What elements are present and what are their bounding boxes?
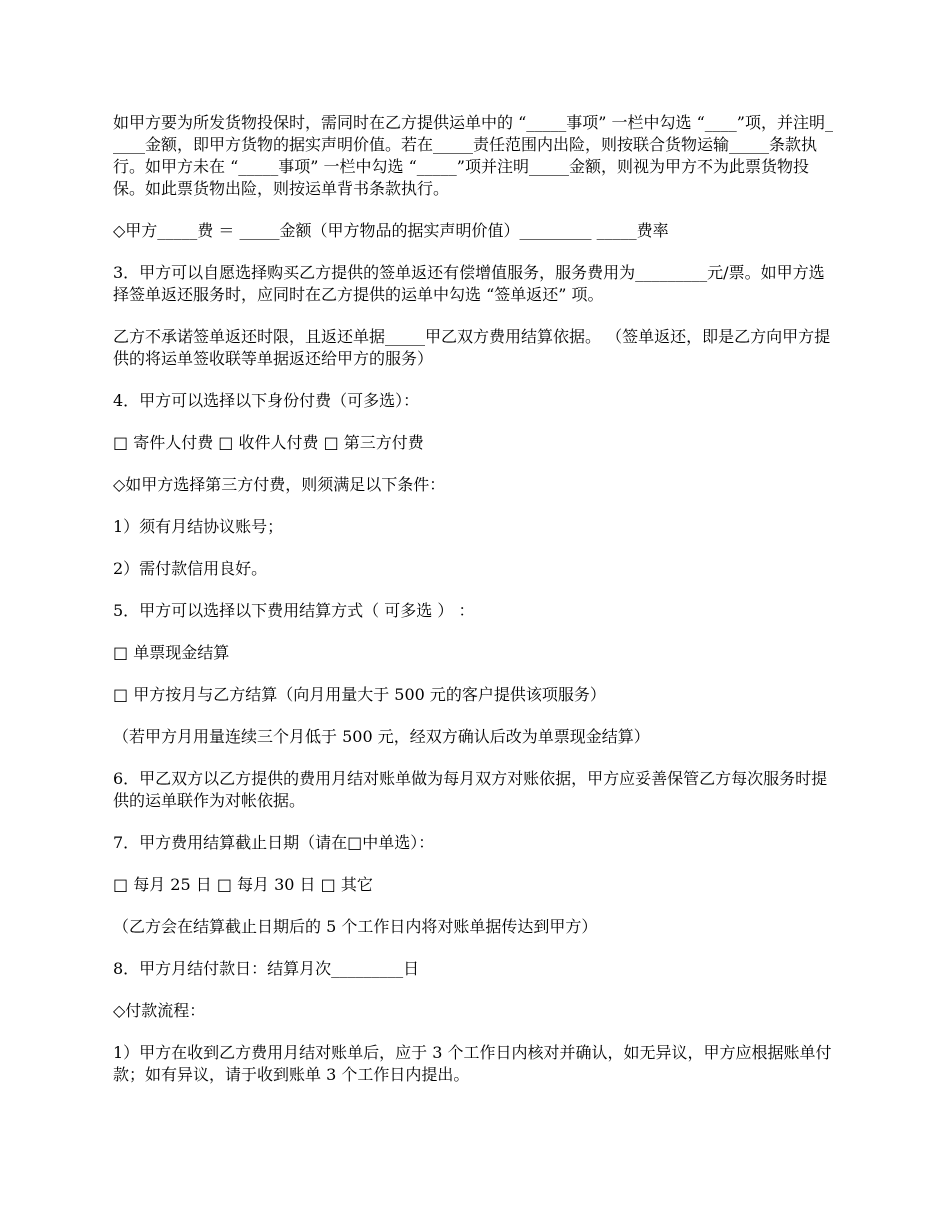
insurance-declaration-paragraph: 如甲方要为所发货物投保时，需同时在乙方提供运单中的 “_____事项” 一栏中勾选 “____”项，并注明_____金额，即甲方货物的据实声明价值。若在_____责任范围内出险，则按联合货物运输_____条款执行。如甲方未在 “_____事项” 一栏中勾选 “_____”项并注明_____金额，则视为甲方不为此票货物投保。如此票货物出险，则按运单背书条款执行。 [113, 113, 833, 198]
payment-process-step-1: 1）甲方在收到乙方费用月结对账单后，应于 3 个工作日内核对并确认，如无异议，甲方应根据账单付款；如有异议，请于收到账单 3 个工作日内提出。 [113, 1043, 832, 1084]
cutoff-date-options: □ 每月 25 日 □ 每月 30 日 □ 其它 [113, 875, 373, 894]
payment-process-heading: ◇付款流程： [113, 1001, 206, 1020]
clause-5-settlement-methods: 5．甲方可以选择以下费用结算方式（ 可多选 ） ： [113, 601, 475, 620]
settlement-option-monthly: □ 甲方按月与乙方结算（向月用量大于 500 元的客户提供该项服务） [113, 685, 606, 704]
clause-3-receipt-return-service: 3．甲方可以自愿选择购买乙方提供的签单返还有偿增值服务，服务费用为_________元/票。如甲方选择签单返还服务时，应同时在乙方提供的运单中勾选 “签单返还” 项。 [113, 263, 825, 304]
clause-8-payment-day: 8．甲方月结付款日：结算月次_________日 [113, 959, 420, 978]
receipt-return-note: 乙方不承诺签单返还时限，且返还单据_____甲乙双方费用结算依据。 （签单返还，即是乙方向甲方提供的将运单签收联等单据返还给甲方的服务） [113, 327, 831, 368]
clause-4-payer-identity: 4．甲方可以选择以下身份付费（可多选）： [113, 391, 420, 410]
clause-7-settlement-cutoff: 7．甲方费用结算截止日期（请在□中单选）： [113, 833, 435, 852]
clause-6-reconciliation: 6．甲乙双方以乙方提供的费用月结对账单做为每月双方对账依据，甲方应妥善保管乙方每次服务时提供的运单联作为对帐依据。 [113, 769, 828, 810]
insurance-fee-formula: ◇甲方_____费 ＝ _____金额（甲方物品的据实声明价值）_________ _____费率 [113, 221, 669, 240]
cutoff-note: （乙方会在结算截止日期后的 5 个工作日内将对账单据传达到甲方） [113, 917, 598, 936]
payer-options: □ 寄件人付费 □ 收件人付费 □ 第三方付费 [113, 433, 424, 452]
settlement-option-cash: □ 单票现金结算 [113, 643, 230, 662]
document-body [113, 112, 839, 1106]
monthly-settlement-note: （若甲方月用量连续三个月低于 500 元，经双方确认后改为单票现金结算） [113, 727, 650, 746]
third-party-conditions-heading: ◇如甲方选择第三方付费，则须满足以下条件： [113, 475, 446, 494]
condition-1: 1）须有月结协议账号； [113, 517, 284, 536]
condition-2: 2）需付款信用良好。 [113, 559, 268, 578]
